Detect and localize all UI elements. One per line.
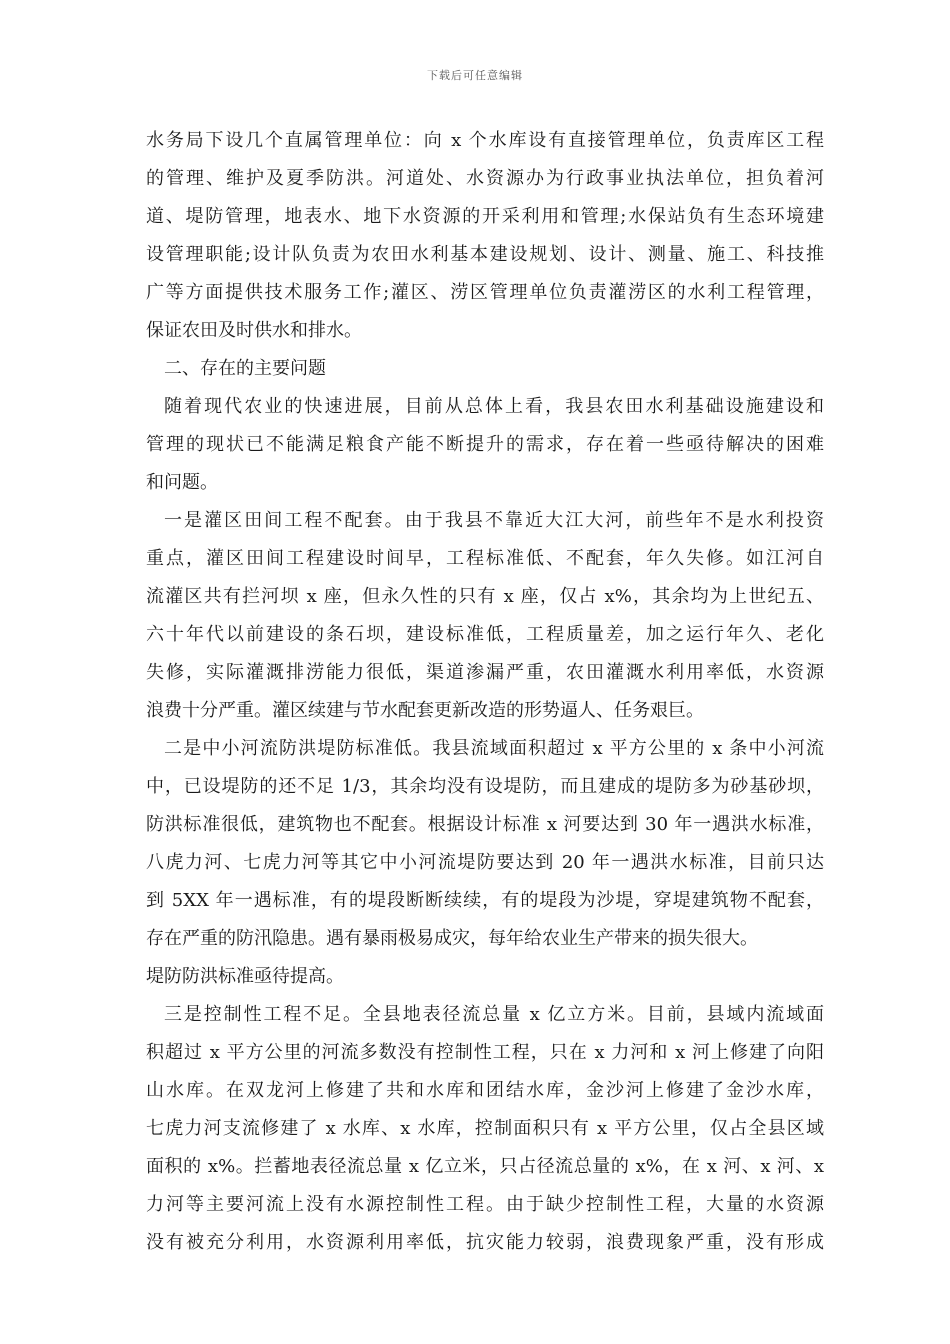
- text-line: 重点，灌区田间工程建设时间早，工程标准低、不配套，年久失修。如江河自: [146, 548, 824, 569]
- text-line: 流灌区共有拦河坝 x 座，但永久性的只有 x 座，仅占 x%，其余均为上世纪五、: [146, 586, 824, 607]
- text-line: 中，已设堤防的还不足 1/3，其余均没有设堤防，而且建成的堤防多为砂基砂坝，: [146, 776, 824, 797]
- text-line: 的管理、维护及夏季防洪。河道处、水资源办为行政事业执法单位，担负着河: [146, 168, 824, 189]
- text-line: 防洪标准很低，建筑物也不配套。根据设计标准 x 河要达到 30 年一遇洪水标准，: [146, 814, 824, 835]
- text-line: 到 5XX 年一遇标准，有的堤段断断续续，有的堤段为沙堤，穿堤建筑物不配套，: [146, 890, 824, 911]
- body-text: [146, 122, 824, 1262]
- text-line: 浪费十分严重。灌区续建与节水配套更新改造的形势逼人、任务艰巨。: [146, 700, 704, 721]
- text-line: 没有被充分利用，水资源利用率低，抗灾能力较弱，浪费现象严重，没有形成: [146, 1232, 824, 1253]
- text-line: 道、堤防管理，地表水、地下水资源的开采利用和管理;水保站负有生态环境建: [146, 206, 824, 227]
- text-line: 积超过 x 平方公里的河流多数没有控制性工程，只在 x 力河和 x 河上修建了向阳: [146, 1042, 824, 1063]
- text-line: 二、存在的主要问题: [164, 358, 326, 379]
- text-line: 保证农田及时供水和排水。: [146, 320, 362, 341]
- text-line: 堤防防洪标准亟待提高。: [146, 966, 344, 987]
- text-line: 随着现代农业的快速进展，目前从总体上看，我县农田水利基础设施建设和: [164, 396, 824, 417]
- text-line: 广等方面提供技术服务工作;灌区、涝区管理单位负责灌涝区的水利工程管理，: [146, 282, 824, 303]
- text-line: 六十年代以前建设的条石坝，建设标准低，工程质量差，加之运行年久、老化: [146, 624, 824, 645]
- text-line: 水务局下设几个直属管理单位：向 x 个水库设有直接管理单位，负责库区工程: [146, 130, 824, 151]
- text-line: 一是灌区田间工程不配套。由于我县不靠近大江大河，前些年不是水利投资: [164, 510, 824, 531]
- header-note: 下载后可任意编辑: [427, 69, 523, 82]
- text-line: 设管理职能;设计队负责为农田水利基本建设规划、设计、测量、施工、科技推: [146, 244, 824, 265]
- text-line: 存在严重的防汛隐患。遇有暴雨极易成灾，每年给农业生产带来的损失很大。: [146, 928, 758, 949]
- text-line: 二是中小河流防洪堤防标准低。我县流域面积超过 x 平方公里的 x 条中小河流: [164, 738, 824, 759]
- text-line: 管理的现状已不能满足粮食产能不断提升的需求，存在着一些亟待解决的困难: [146, 434, 824, 455]
- text-line: 面积的 x%。拦蓄地表径流总量 x 亿立米，只占径流总量的 x%，在 x 河、x 河、x: [146, 1156, 824, 1177]
- text-line: 山水库。在双龙河上修建了共和水库和团结水库，金沙河上修建了金沙水库，: [146, 1080, 824, 1101]
- text-line: 失修，实际灌溉排涝能力很低，渠道渗漏严重，农田灌溉水利用率低，水资源: [146, 662, 824, 683]
- text-line: 三是控制性工程不足。全县地表径流总量 x 亿立方米。目前，县域内流域面: [164, 1004, 824, 1025]
- text-line: 和问题。: [146, 472, 218, 493]
- text-line: 七虎力河支流修建了 x 水库、x 水库，控制面积只有 x 平方公里，仅占全县区域: [146, 1118, 824, 1139]
- text-line: 力河等主要河流上没有水源控制性工程。由于缺少控制性工程，大量的水资源: [146, 1194, 824, 1215]
- text-line: 八虎力河、七虎力河等其它中小河流堤防要达到 20 年一遇洪水标准，目前只达: [146, 852, 824, 873]
